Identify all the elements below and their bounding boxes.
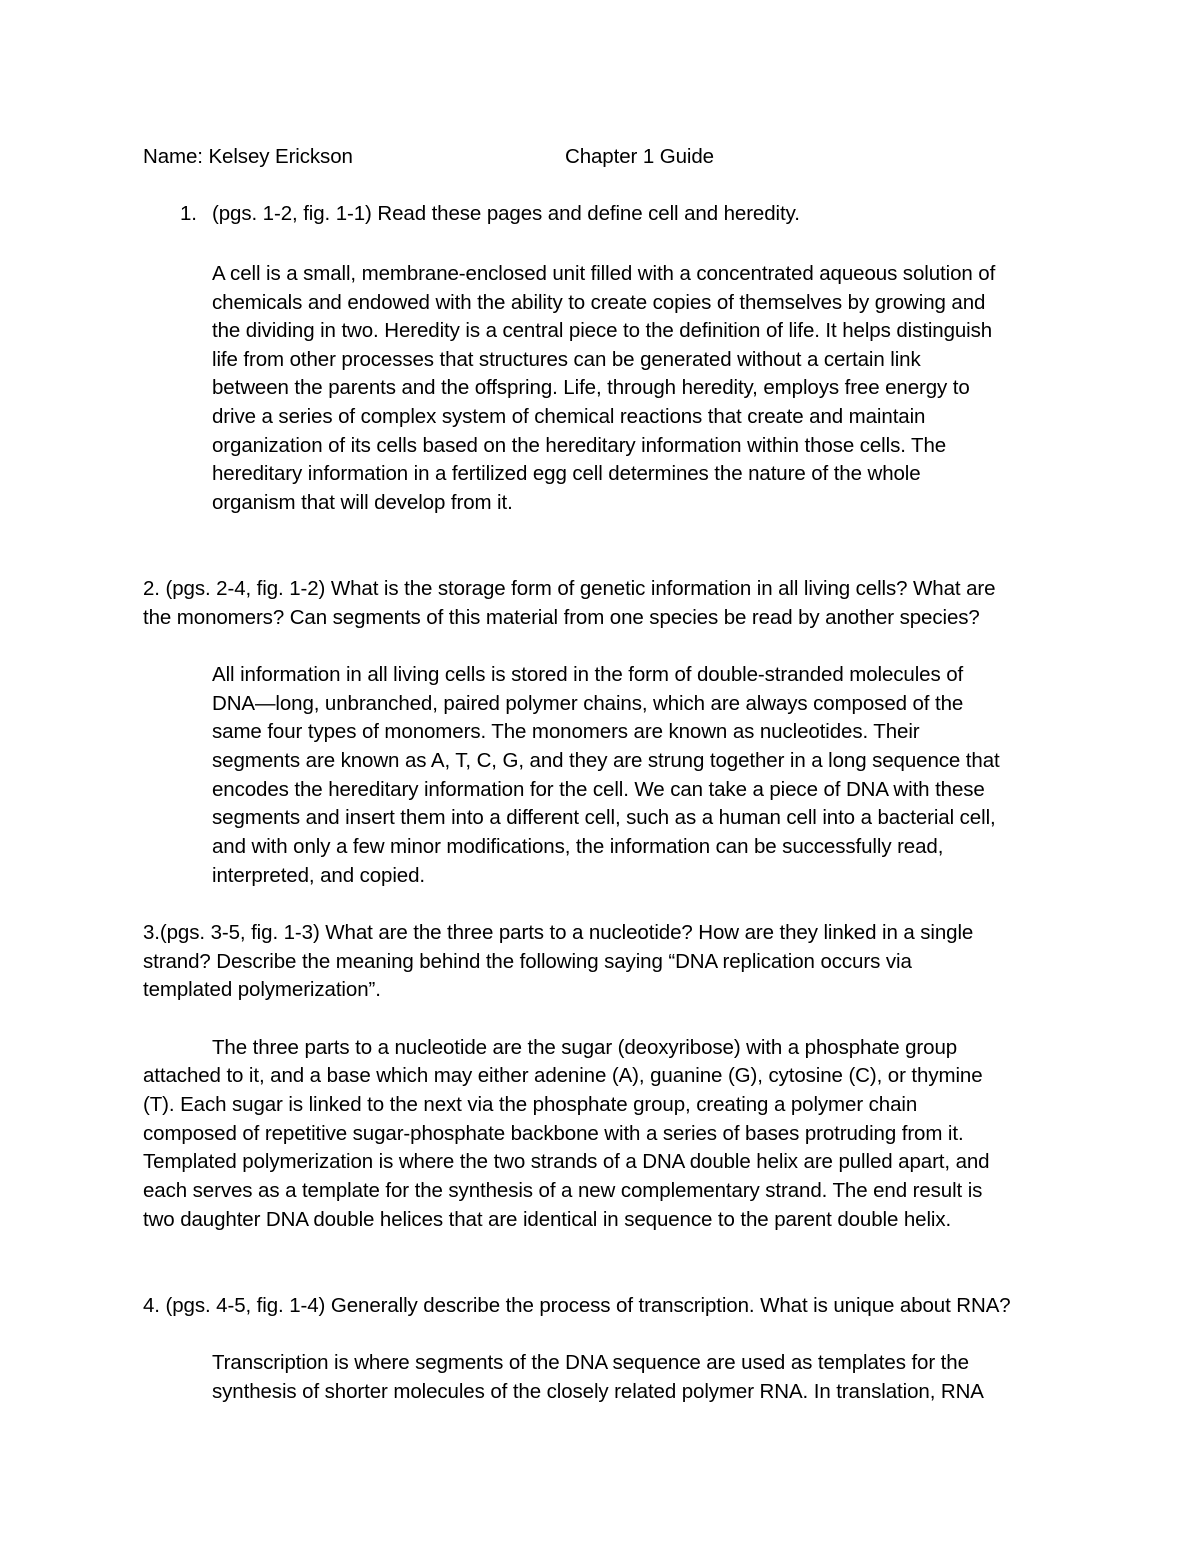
prompt-line: the monomers? Can segments of this material from one species be read by another species? <box>143 606 980 629</box>
answer-line: two daughter DNA double helices that are identical in sequence to the parent double helix. <box>143 1208 952 1231</box>
answer-line: organization of its cells based on the hereditary information within those cells. The <box>212 434 947 457</box>
prompt-line: 3.(pgs. 3-5, fig. 1-3) What are the three parts to a nucleotide? How are they linked in a single <box>143 921 974 944</box>
answer-line: (T). Each sugar is linked to the next via the phosphate group, creating a polymer chain <box>143 1093 918 1116</box>
answer-line: A cell is a small, membrane-enclosed unit filled with a concentrated aqueous solution of <box>212 262 996 285</box>
answer-line: between the parents and the offspring. Life, through heredity, employs free energy to <box>212 376 970 399</box>
prompt-line: 4. (pgs. 4-5, fig. 1-4) Generally describe the process of transcription. What is unique about RNA? <box>143 1294 1011 1317</box>
answer-line: synthesis of shorter molecules of the closely related polymer RNA. In translation, RNA <box>212 1380 984 1403</box>
student-name: Name: Kelsey Erickson <box>143 145 353 168</box>
answer-line: hereditary information in a fertilized egg cell determines the nature of the whole <box>212 462 921 485</box>
document-title: Chapter 1 Guide <box>565 145 714 168</box>
answer-line: The three parts to a nucleotide are the sugar (deoxyribose) with a phosphate group <box>212 1036 958 1059</box>
answer-line: Templated polymerization is where the two strands of a DNA double helix are pulled apart, and <box>143 1150 990 1173</box>
answer-line: encodes the hereditary information for the cell. We can take a piece of DNA with these <box>212 778 985 801</box>
answer-line: attached to it, and a base which may either adenine (A), guanine (G), cytosine (C), or thymine <box>143 1064 983 1087</box>
answer-line: interpreted, and copied. <box>212 864 426 887</box>
question-1-prompt: (pgs. 1-2, fig. 1-1) Read these pages and define cell and heredity. <box>212 202 800 225</box>
prompt-line: templated polymerization”. <box>143 978 381 1001</box>
answer-line: same four types of monomers. The monomers are known as nucleotides. Their <box>212 720 920 743</box>
answer-line: the dividing in two. Heredity is a central piece to the definition of life. It helps distinguish <box>212 319 993 342</box>
answer-line: chemicals and endowed with the ability to create copies of themselves by growing and <box>212 291 986 314</box>
answer-line: All information in all living cells is stored in the form of double-stranded molecules of <box>212 663 964 686</box>
answer-line: and with only a few minor modifications, the information can be successfully read, <box>212 835 944 858</box>
prompt-line: 2. (pgs. 2-4, fig. 1-2) What is the storage form of genetic information in all living cells? What are <box>143 577 996 600</box>
answer-line: DNA—long, unbranched, paired polymer chains, which are always composed of the <box>212 692 964 715</box>
answer-line: segments are known as A, T, C, G, and they are strung together in a long sequence that <box>212 749 1000 772</box>
answer-line: each serves as a template for the synthesis of a new complementary strand. The end result is <box>143 1179 983 1202</box>
question-1-number: 1. <box>180 202 197 225</box>
answer-line: Transcription is where segments of the DNA sequence are used as templates for the <box>212 1351 969 1374</box>
answer-line: composed of repetitive sugar-phosphate backbone with a series of bases protruding from it. <box>143 1122 964 1145</box>
answer-line: organism that will develop from it. <box>212 491 513 514</box>
prompt-line: strand? Describe the meaning behind the following saying “DNA replication occurs via <box>143 950 912 973</box>
answer-line: segments and insert them into a different cell, such as a human cell into a bacterial cell, <box>212 806 996 829</box>
answer-line: life from other processes that structures can be generated without a certain link <box>212 348 921 371</box>
answer-line: drive a series of complex system of chemical reactions that create and maintain <box>212 405 926 428</box>
